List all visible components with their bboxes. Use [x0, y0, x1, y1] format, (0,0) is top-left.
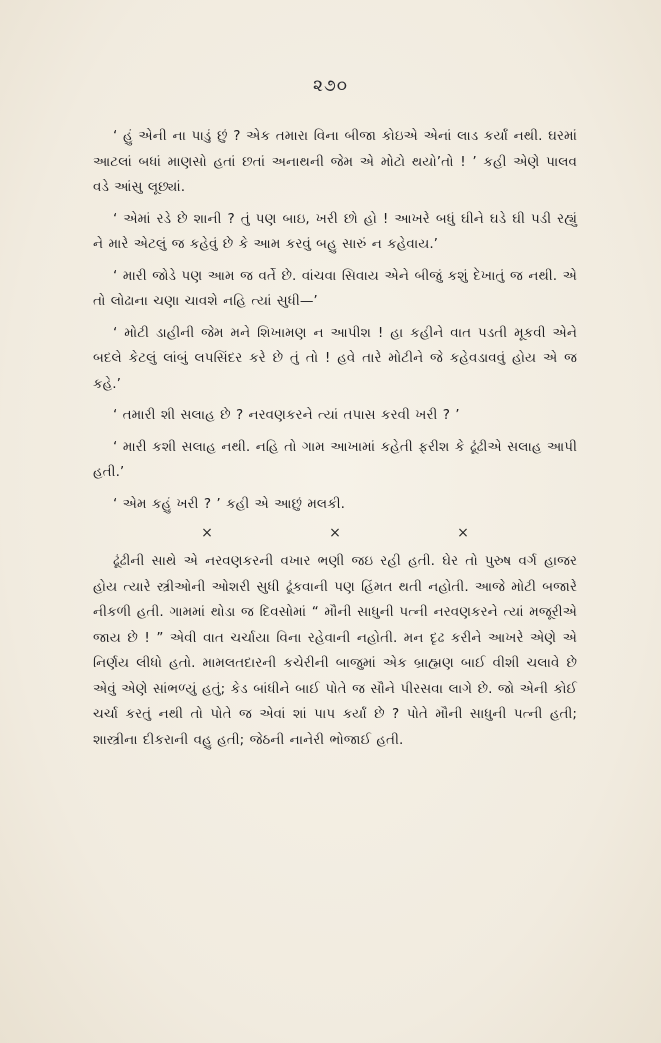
paragraph: ‘ મારી જોડે પણ આમ જ વર્તે છે. વાંચવા સિવાય એને બીજું કશું દેખાતું જ નથી. એ તો લોઢાના ચણા ચાવશે નહિ ત્યાં સુધી—’ [93, 267, 577, 309]
paragraph: ‘ મારી કશી સલાહ નથી. નહિ તો ગામ આખામાં કહેતી ફરીશ કે ઢૂંઢીએ સલાહ આપી હતી.’ [93, 438, 577, 480]
paragraph: ‘ તમારી શી સલાહ છે ? નરવણકરને ત્યાં તપાસ કરવી ખરી ? ’ [113, 407, 460, 423]
body-text [93, 124, 577, 759]
paragraph: ‘ એમાં રડે છે શાની ? તું પણ બાઇ, ખરી છો હો ! આખરે બધું ઘીને ઘડે ઘી પડી રહ્યું ને મારે એટલું જ કહેવું છે કે આમ કરવું બહુ સારું ન કહેવાય.’ [93, 210, 577, 252]
paragraph: ‘ હું એની ના પાડું છું ? એક તમારા વિના બીજા કોઇએ એનાં લાડ કર્યાં નથી. ઘરમાં આટલાં બધાં માણસો હતાં છતાં અનાથની જેમ એ મોટો થયો’તો ! ’ કહી એણે પાલવ વડે આંસુ લૂછ્યાં. [93, 128, 577, 195]
page-number: ૨૭૦ [312, 76, 349, 96]
separator-mark: × [329, 525, 341, 541]
paragraph: ‘ મોટી ડાહીની જેમ મને શિખામણ ન આપીશ ! હા કહીને વાત પડતી મૂકવી એને બદલે કેટલું લાંબું લપસિંદર કરે છે તું તો ! હવે તારે મોટીને જે કહેવડાવવું હોય એ જ કહે.’ [93, 324, 577, 392]
separator-mark: × [457, 525, 469, 541]
section-separator [93, 523, 577, 543]
separator-mark: × [201, 525, 213, 541]
paragraph: ‘ એમ કહું ખરી ? ’ કહી એ આછું મલકી. [113, 495, 346, 512]
closing-paragraph: ઢૂંઢીની સાથે એ નરવણકરની વખાર ભણી જઇ રહી હતી. ઘેર તો પુરુષ વર્ગ હાજર હોય ત્યારે સ્ત્રીઓની ઓશરી સુધી ઢૂંકવાની પણ હિંમત થતી નહોતી. આજે મોટી બજારે નીકળી હતી. ગામમાં થોડા જ દિવસોમાં “ મૌની સાધુની પત્ની નરવણકરને ત્યાં મજૂરીએ જાય છે ! ” એવી વાત ચર્ચાયા વિના રહેવાની નહોતી. મન દૃઢ કરીને આખરે એણે એ નિર્ણય લીધો હતો. મામલતદારની કચેરીની બાજુમાં એક બ્રાહ્મણ બાઈ વીશી ચલાવે છે એવું એણે સાંભળ્યું હતું; કેડ બાંધીને બાઈ પોતે જ સૌને પીરસવા લાગે છે. જો એની કોઈ ચર્ચા કરતું નથી તો પોતે જ એવાં શાં પાપ કર્યાં છે ? પોતે મૌની સાધુની પત્ની હતી; શાસ્ત્રીના દીકરાની વહુ હતી; જેઠની નાનેરી ભોજાઈ હતી. [93, 553, 577, 748]
